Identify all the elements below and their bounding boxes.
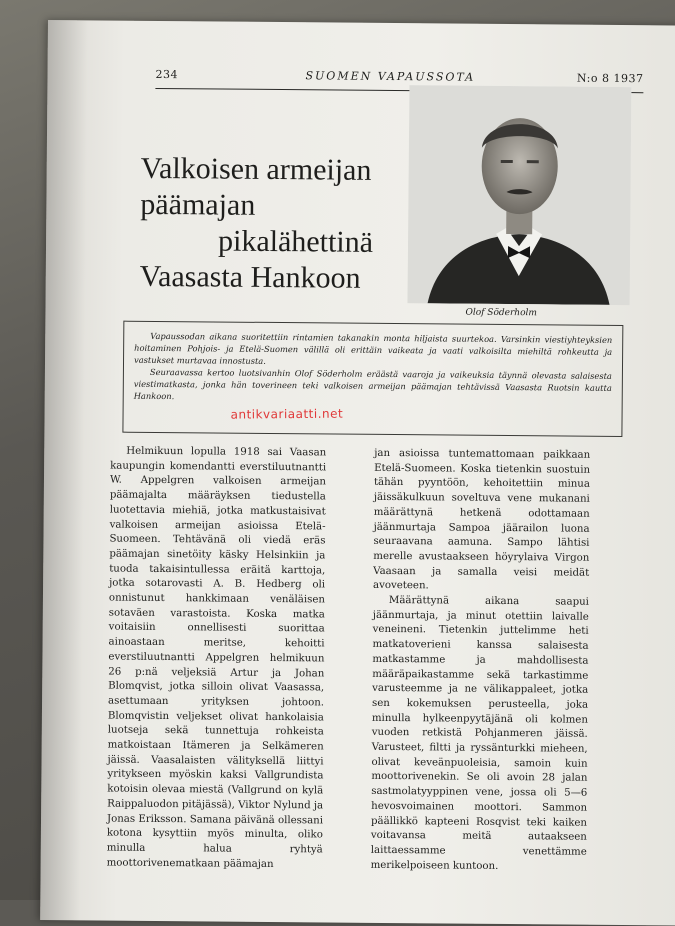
watermark: antikvariaatti.net: [230, 406, 344, 422]
portrait-photo: [408, 85, 632, 305]
title-line-4: Vaasasta Hankoon: [139, 259, 361, 295]
magazine-page: [40, 20, 675, 926]
left-column: [107, 445, 327, 873]
portrait-illustration: [408, 85, 632, 305]
intro-paragraph-1: Vapaussodan aikana suoritettiin rintamien takanakin monta hiljaista suurtekoa. Varsinkin viestiyhteyksien hoitaminen Pohjois- ja Etelä-Suomen välillä oli erittäin vaikeata ja vaati valkoisilta miehiltä rohkeutta ja vastukset murtavaa innostusta.: [133, 330, 613, 366]
photo-caption: Olof Söderholm: [465, 307, 537, 319]
issue-number: N:o 8 1937: [576, 71, 644, 86]
title-line-1: Valkoisen armeijan: [140, 151, 372, 187]
body-paragraph-3: Määrättynä aikana saapui jäänmurtaja, ja minut otettiin laivalle veneineni. Tietenkin juttelimme heti matkatoverieni kanssa salaisesta matkastamme ja mahdollisesta määräpaikastamme sekä tarkastimme varusteemme ja ne välikappaleet, jotka sen kokemuksen perusteella, joka minulla hylkeenpyytäjänä oli kolmen vuoden retkistä Pohjanmeren jäissä. Varusteet, filtti ja ryssänturkki mieheen, olivat keveänpuoleisia, samoin kuin moottorivenekin. Se oli avoin 28 jalan sastmolatyyppinen vene, jossa oli 5—6 hevosvoimainen moottori. Sammon päällikkö kapteeni Rosqvist teki kaiken voitavansa meitä autaakseen laittaessamme venettämme merikelpoiseen kuntoon.: [370, 595, 589, 872]
body-paragraph-2: jan asioissa tuntemattomaan paikkaan Etelä-Suomeen. Koska tietenkin suostuin tähän pyyntöön, kehoitettiin minua jäissäkulkuun soveltuva vene mukanani määrättynä hetkenä odottamaan jäänmurtaja Sampoa jäärailon luona seuraavana aamuna. Sampo lähtisi merelle avustaakseen höyrylaiva Virgon Vaasaan ja samalla veisi meidät avoveteen.: [373, 447, 591, 592]
intro-paragraph-2: Seuraavassa kertoo luotsivanhin Olof Söderholm eräästä vaaroja ja vaikeuksia täynnä olevasta salaisesta viestimatkasta, jonka hän toverineen teki valkoisen armeijan päämajan tehtävissä Vaasasta Ruotsin kautta Hankoon.: [133, 366, 612, 402]
right-column: [371, 447, 591, 875]
spine-shadow: [40, 20, 88, 920]
publication-title: SUOMEN VAPAUSSOTA: [305, 69, 476, 84]
intro-box: [122, 321, 623, 437]
body-paragraph-1: Helmikuun lopulla 1918 sai Vaasan kaupungin komendantti everstiluutnantti W. Appelgren valkoisen armeijan päämajalta määräyksen tiedustella luotettavia miehiä, jotka matkustaisivat valkoisen armeijan asioissa Etelä-Suomeen. Tehtävänä oli viedä eräs päämajan sinetöity käsky Helsinkiin ja tuoda takaisintullessa eräitä karttoja, jotka sotarovasti A. B. Hedberg oli onnistunut hankkimaan venäläisen sotaväen varastoista. Koska matka voitaisiin onnellisesti suorittaa ainoastaan meritse, kehoitti everstiluutnantti Appelgren helmikuun 26 p:nä veljeksiä Artur ja Johan Blomqvist, jotka silloin olivat Vaasassa, asettumaan yrityksen johtoon. Blomqvistin veljekset olivat hankolaisia luotseja sekä tunnettuja rohkeista matkoistaan Itämeren ja Selkämeren jäissä. Vaasalaisten välityksellä liittyi yritykseen myöskin kaksi Vallgrundista kotoisin olevaa miestä (Vallgrund on kylä Raippaluodon pitäjässä), Viktor Nylund ja Jonas Eriksson. Samana päivänä ollessani kotona kysyttiin myös minulta, oliko minulla halua ryhtyä moottorivenematkaan päämajan: [106, 445, 327, 870]
article-title: [140, 151, 421, 297]
page-number: 234: [155, 67, 179, 82]
title-line-3: pikalähettinä: [217, 224, 374, 259]
title-line-2: päämajan: [140, 187, 256, 222]
